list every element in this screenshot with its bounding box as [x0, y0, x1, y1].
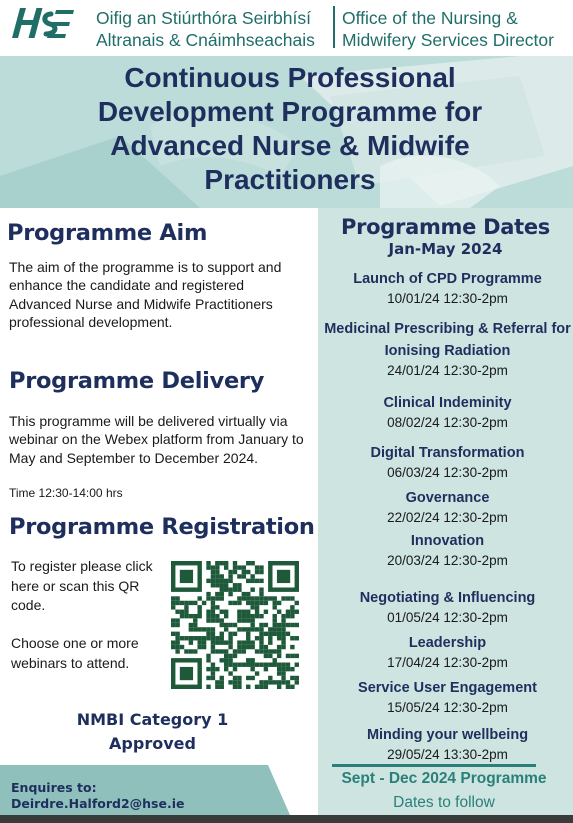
event-date: 01/05/24 12:30-2pm [387, 610, 508, 625]
event-item [322, 487, 573, 527]
event-name: Medicinal Prescribing & Referral for Ionising Radiation [324, 321, 571, 359]
aim-text: The aim of the programme is to support and enhance the candidate and registered Advanced Nurse and Midwife Practitioners professional development. [9, 259, 282, 331]
sept-dec-heading: Sept - Dec 2024 Programme [341, 770, 547, 787]
registration-link[interactable]: To register please click here or scan this QR code. [11, 558, 153, 613]
event-item [322, 318, 573, 380]
english-office-name: Office of the Nursing & Midwifery Services Director [342, 8, 554, 50]
irish-office-name: Oifig an Stiúrthóra Seirbhísí Altranais & Cnáimhseachais [96, 8, 315, 50]
dates-subheading: Jan-May 2024 [388, 240, 503, 258]
event-date: 15/05/24 12:30-2pm [387, 700, 508, 715]
header-divider [333, 6, 335, 48]
event-name: Governance [405, 490, 490, 506]
programme-dates-panel [318, 208, 573, 815]
delivery-heading: Programme Delivery [9, 368, 265, 394]
programme-title: Continuous Professional Development Programme for Advanced Nurse & Midwife Practitioners [97, 62, 483, 195]
registration-heading: Programme Registration [9, 514, 315, 540]
dates-heading: Programme Dates [341, 215, 550, 239]
choose-text: Choose one or more webinars to attend. [11, 635, 139, 671]
event-item [322, 530, 573, 570]
event-name: Innovation [410, 533, 485, 549]
event-name: Launch of CPD Programme [353, 271, 542, 287]
time-text: Time 12:30-14:00 hrs [9, 486, 123, 500]
event-date: 17/04/24 12:30-2pm [387, 655, 508, 670]
event-item [322, 268, 573, 308]
event-item [322, 587, 573, 627]
event-name: Service User Engagement [358, 680, 537, 696]
nmbi-line-2: Approved [109, 734, 196, 753]
title-banner [0, 56, 573, 208]
qr-code-icon[interactable] [171, 561, 299, 689]
enquiries-email[interactable]: Deirdre.Halford2@hse.ie [11, 796, 185, 811]
aim-heading: Programme Aim [7, 220, 208, 246]
event-name: Negotiating & Influencing [359, 590, 536, 606]
enquiries [11, 780, 185, 812]
event-date: 06/03/24 12:30-2pm [387, 465, 508, 480]
left-column [0, 208, 318, 815]
section-rule [332, 764, 536, 767]
event-date: 24/01/24 12:30-2pm [387, 363, 508, 378]
event-name: Minding your wellbeing [366, 727, 529, 743]
event-item [322, 724, 573, 764]
event-item [322, 392, 573, 432]
event-name: Leadership [408, 635, 487, 651]
event-item [322, 632, 573, 672]
event-name: Clinical Indeminity [383, 395, 512, 411]
header [0, 0, 573, 56]
enquiries-label: Enquires to: [11, 780, 97, 795]
delivery-text: This programme will be delivered virtually via webinar on the Webex platform from January to May and September to December 2024. [9, 413, 304, 466]
event-name: Digital Transformation [370, 445, 525, 461]
dates-to-follow: Dates to follow [393, 794, 495, 811]
nmbi-line-1: NMBI Category 1 [76, 710, 229, 729]
event-item [322, 677, 573, 717]
event-item [322, 442, 573, 482]
event-date: 22/02/24 12:30-2pm [387, 510, 508, 525]
event-date: 10/01/24 12:30-2pm [387, 291, 508, 306]
bottom-bar [0, 815, 573, 823]
event-date: 08/02/24 12:30-2pm [387, 415, 508, 430]
event-date: 20/03/24 12:30-2pm [387, 553, 508, 568]
nmbi-approval [50, 708, 255, 756]
event-date: 29/05/24 13:30-2pm [387, 747, 508, 762]
hse-logo [6, 4, 76, 44]
